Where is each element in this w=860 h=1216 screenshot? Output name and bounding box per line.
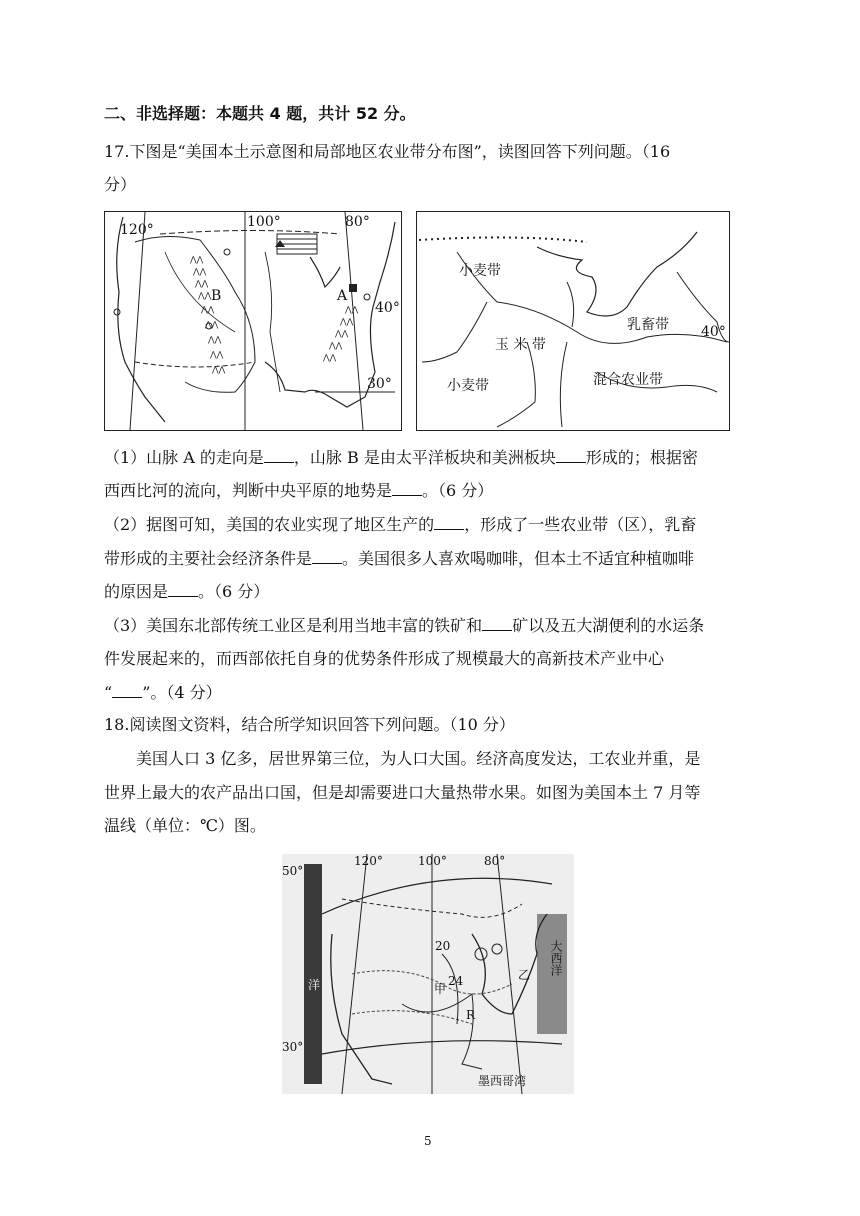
map1-label-a: A	[337, 288, 348, 304]
isomap-lat-50: 50°	[282, 864, 304, 878]
q17-part2-line1: （2）据图可知，美国的农业实现了地区生产的 ，形成了一些农业带（区），乳畜	[104, 515, 697, 534]
map2-wheat-north: 小麦带	[459, 263, 501, 279]
q18-para-line3: 温线（单位：℃）图。	[104, 816, 266, 835]
svg-text:⋀⋀: ⋀⋀	[198, 291, 212, 300]
isomap-label-yi: 乙	[518, 968, 531, 982]
q17-stem-line2: 分）	[104, 175, 137, 194]
isomap-iso-20: 20	[435, 939, 451, 953]
q17-part3-line3: “ ”。（4 分）	[104, 683, 222, 702]
map2-corn: 玉 米 带	[495, 337, 546, 353]
svg-text:⋀⋀: ⋀⋀	[212, 365, 226, 374]
isomap-lon-120: 120°	[354, 854, 383, 868]
agriculture-belt-map	[416, 211, 730, 431]
july-isotherm-map	[282, 854, 574, 1094]
map2-wheat-south: 小麦带	[447, 378, 489, 394]
svg-text:⋀⋀: ⋀⋀	[193, 267, 207, 276]
map2-mixed: 混合农业带	[593, 372, 663, 388]
isomap-iso-24: 24	[448, 974, 464, 988]
july-isotherm-map-drawing	[282, 854, 574, 1094]
us-outline-map-drawing	[105, 212, 401, 430]
answer-blank[interactable]	[312, 547, 342, 564]
answer-blank[interactable]	[168, 580, 198, 597]
map1-lon-80: 80°	[345, 214, 370, 230]
isomap-gulf: 墨西哥湾	[478, 1074, 527, 1088]
svg-text:⋀⋀: ⋀⋀	[340, 317, 354, 326]
q17-part2-line3: 的原因是 。（6 分）	[104, 582, 270, 601]
answer-blank[interactable]	[556, 446, 586, 463]
map2-dairy: 乳畜带	[627, 317, 669, 333]
answer-blank[interactable]	[392, 479, 422, 496]
answer-blank[interactable]	[264, 446, 294, 463]
map1-lon-100: 100°	[247, 214, 281, 230]
isomap-atlantic: 大西洋	[549, 940, 563, 976]
page-number: 5	[424, 1134, 432, 1148]
map2-lat-40: 40°	[701, 324, 726, 340]
map1-label-b: B	[211, 288, 222, 304]
section-title: 二、非选择题：本题共 4 题，共计 52 分。	[104, 104, 416, 123]
isomap-lon-100: 100°	[418, 854, 447, 868]
q17-stem-line1: 17.下图是“美国本土示意图和局部地区农业带分布图”，读图回答下列问题。（16	[104, 142, 671, 161]
q18-para-line2: 世界上最大的农产品出口国，但是却需要进口大量热带水果。如图为美国本土 7 月等	[104, 783, 701, 802]
answer-blank[interactable]	[112, 681, 142, 698]
answer-blank[interactable]	[434, 513, 464, 530]
q18-para-line1: 美国人口 3 亿多，居世界第三位，为人口大国。经济高度发达，工农业并重，是	[136, 749, 701, 768]
agriculture-belt-map-drawing	[417, 212, 729, 430]
svg-text:⋀⋀: ⋀⋀	[210, 350, 224, 359]
isomap-lon-80: 80°	[484, 854, 506, 868]
svg-text:⋀⋀: ⋀⋀	[205, 320, 219, 329]
svg-text:⋀⋀: ⋀⋀	[329, 341, 343, 350]
isomap-lat-30: 30°	[282, 1040, 304, 1054]
svg-text:⋀⋀: ⋀⋀	[335, 329, 349, 338]
svg-text:⋀⋀: ⋀⋀	[208, 335, 222, 344]
svg-text:⋀⋀: ⋀⋀	[190, 255, 204, 264]
q17-part1-line2: 西西比河的流向，判断中央平原的地势是 。（6 分）	[104, 481, 494, 500]
q18-stem: 18.阅读图文资料，结合所学知识回答下列问题。（10 分）	[104, 715, 515, 734]
isomap-pacific: 洋	[308, 978, 321, 992]
svg-text:⋀⋀: ⋀⋀	[195, 279, 209, 288]
isomap-label-r: R	[466, 1008, 476, 1022]
map1-lon-120: 120°	[120, 222, 154, 238]
q17-part3-line1: （3）美国东北部传统工业区是利用当地丰富的铁矿和 矿以及五大湖便利的水运条	[104, 616, 705, 635]
svg-text:⋀⋀: ⋀⋀	[345, 305, 359, 314]
answer-blank[interactable]	[482, 614, 512, 631]
map1-lat-30: 30°	[367, 376, 392, 392]
us-outline-map	[104, 211, 402, 431]
svg-text:⋀⋀: ⋀⋀	[323, 353, 337, 362]
q17-part1-line1: （1）山脉 A 的走向是 ，山脉 B 是由太平洋板块和美洲板块 形成的；根据密	[104, 448, 698, 467]
map1-lat-40: 40°	[375, 300, 400, 316]
q17-part2-line2: 带形成的主要社会经济条件是 。美国很多人喜欢喝咖啡，但本土不适宜种植咖啡	[104, 549, 695, 568]
svg-text:⋀⋀: ⋀⋀	[201, 305, 215, 314]
isomap-label-jia: 甲	[434, 982, 447, 996]
q17-part3-line2: 件发展起来的，而西部依托自身的优势条件形成了规模最大的高新技术产业中心	[104, 649, 665, 668]
